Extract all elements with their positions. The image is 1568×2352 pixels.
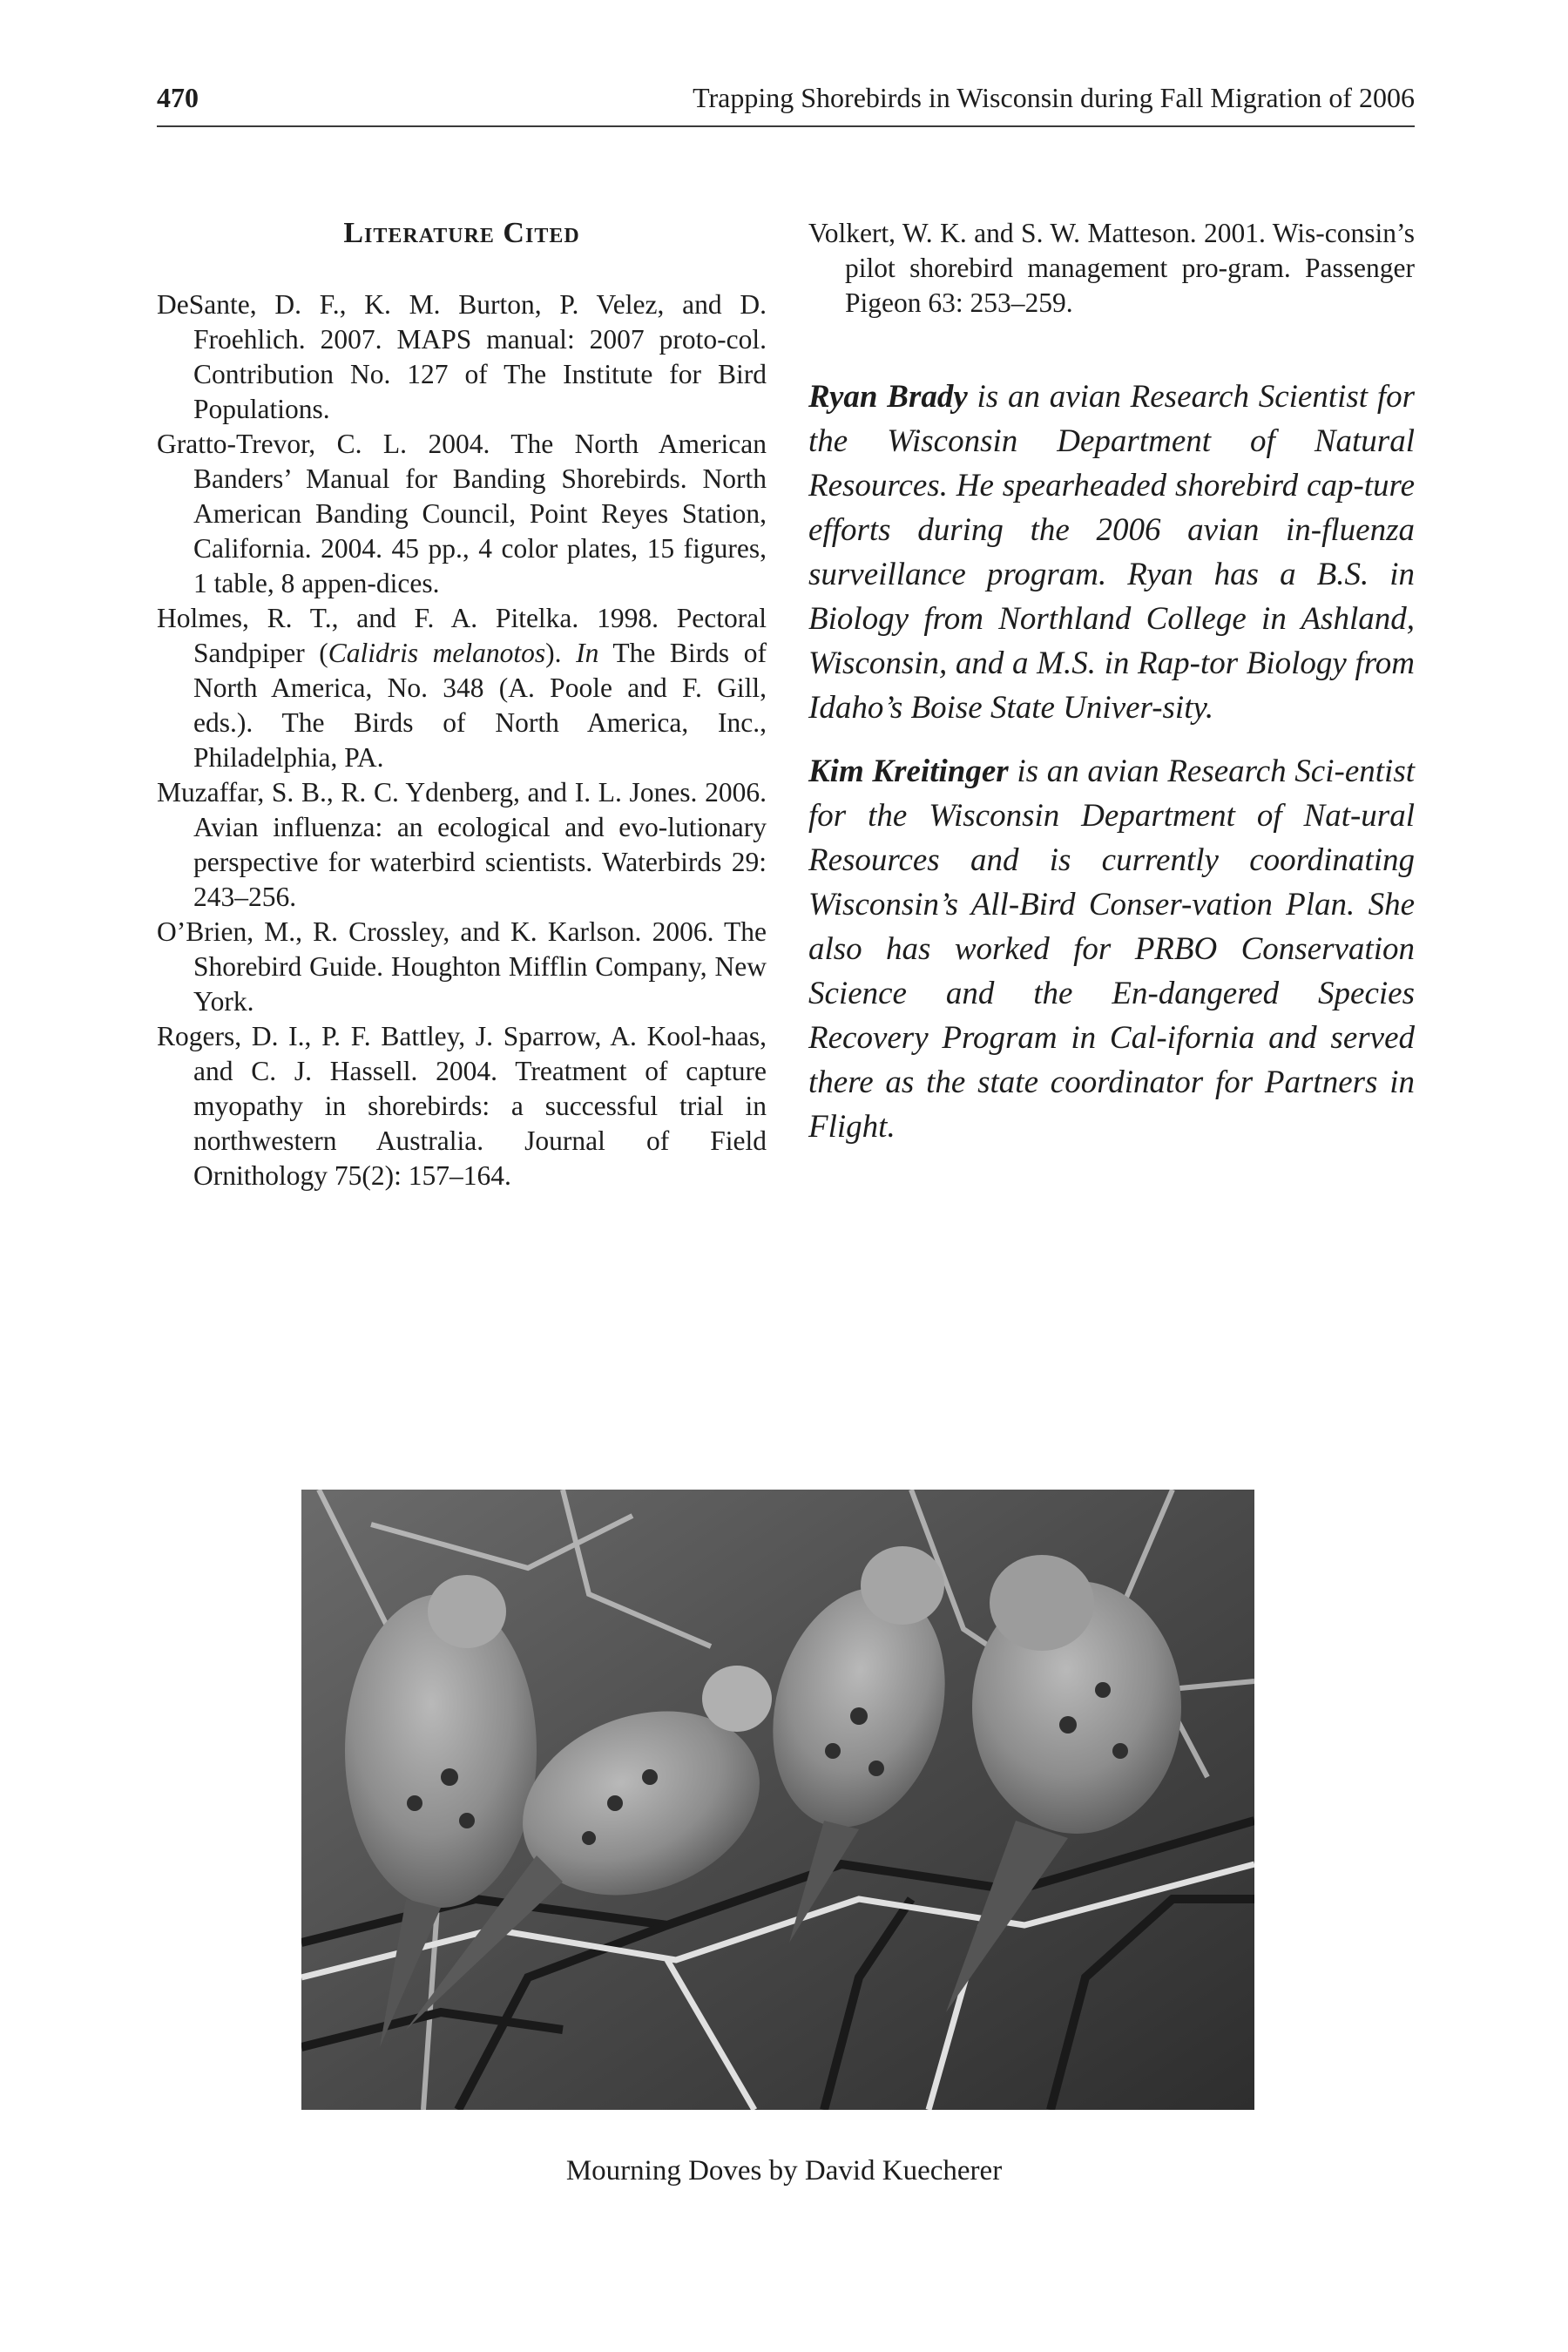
left-column xyxy=(157,216,767,1193)
photo-illustration xyxy=(301,1490,1254,2110)
author-bio-text: is an avian Research Scientist for the Wisconsin Department of Natural Resources. He spearheaded shorebird cap-ture efforts during the 2006 avian in-fluenza surveillance program. Ryan has a B.S. in Biology from Northland College in Ashland, Wisconsin, and a M.S. in Rap-tor Biology from Idaho’s Boise State Univer-sity. xyxy=(808,379,1415,726)
reference-rogers: Rogers, D. I., P. F. Battley, J. Sparrow, A. Kool-haas, and C. J. Hassell. 2004. Treatment of capture myopathy in shorebirds: a successful trial in northwestern Australia. Journal of Field Ornithology 75(2): 157–164. xyxy=(157,1021,767,1191)
running-header xyxy=(157,80,1415,127)
photo-caption: Mourning Doves by David Kuecherer xyxy=(565,2155,1003,2186)
right-references xyxy=(808,216,1415,321)
page-number: 470 xyxy=(157,82,199,113)
author-bio-brady xyxy=(808,375,1415,730)
running-title: Trapping Shorebirds in Wisconsin during Fall Migration of 2006 xyxy=(693,82,1415,113)
reference-volkert: Volkert, W. K. and S. W. Matteson. 2001. Wis-consin’s pilot shorebird management pro-gram. Passenger Pigeon 63: 253–259. xyxy=(808,218,1415,318)
reference-obrien: O’Brien, M., R. Crossley, and K. Karlson. 2006. The Shorebird Guide. Houghton Mifflin Company, New York. xyxy=(157,916,767,1017)
reference-desante: DeSante, D. F., K. M. Burton, P. Velez, and D. Froehlich. 2007. MAPS manual: 2007 proto-col. Contribution No. 127 of The Institute for Bird Populations. xyxy=(157,289,767,424)
author-bio-text: is an avian Research Sci-entist for the Wisconsin Department of Nat-ural Resources and is currently coordinating Wisconsin’s All-Bird Conser-vation Plan. She also has worked for PRBO Conservation Science and the En-dangered Species Recovery Program in Cal-ifornia and served there as the state coordinator for Partners in Flight. xyxy=(808,754,1415,1145)
literature-cited-heading: Literature Cited xyxy=(343,217,580,249)
reference-holmes: Holmes, R. T., and F. A. Pitelka. 1998. Pectoral Sandpiper (Calidris melanotos). In The Birds of North America, No. 348 (A. Poole and F. Gill, eds.). The Birds of North America, Inc., Philadelphia, PA. xyxy=(157,603,767,773)
reference-muzaffar: Muzaffar, S. B., R. C. Ydenberg, and I. L. Jones. 2006. Avian influenza: an ecological and evo-lutionary perspective for waterbird scientists. Waterbirds 29: 243–256. xyxy=(157,777,767,912)
right-column xyxy=(808,216,1415,1149)
author-name: Ryan Brady xyxy=(808,379,968,415)
author-bio-kreitinger xyxy=(808,749,1415,1149)
mourning-doves-photo xyxy=(301,1490,1254,2110)
reference-gratto-trevor: Gratto-Trevor, C. L. 2004. The North American Banders’ Manual for Banding Shorebirds. North American Banding Council, Point Reyes Station, California. 2004. 45 pp., 4 color plates, 15 figures, 1 table, 8 appen-dices. xyxy=(157,429,767,598)
author-name: Kim Kreitinger xyxy=(808,754,1009,789)
